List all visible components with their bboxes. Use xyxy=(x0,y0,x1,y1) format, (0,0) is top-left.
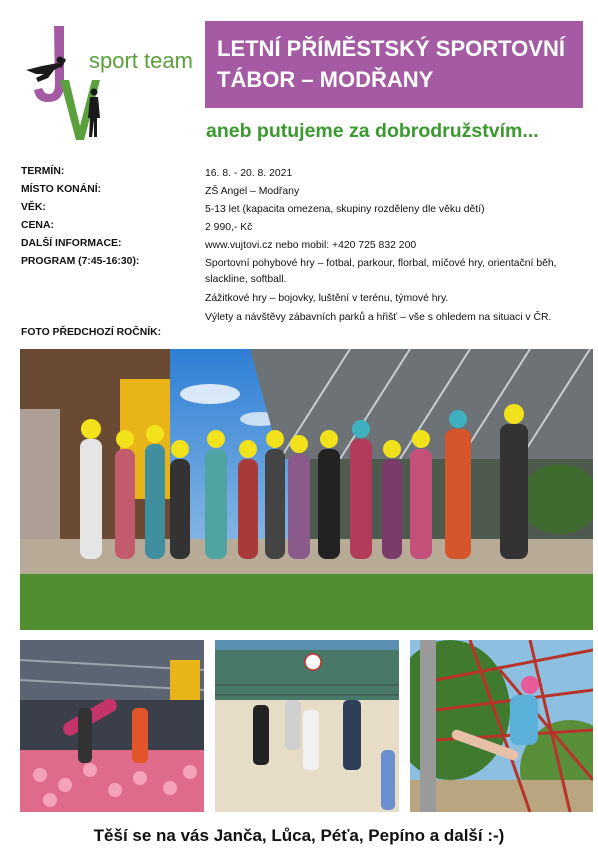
program-paragraph-2: Zážitkové hry – bojovky, luštění v terénu, týmové hry. xyxy=(205,293,449,304)
jv-sport-team-logo xyxy=(18,22,196,144)
title-line-2: TÁBOR – MODŘANY xyxy=(217,67,434,92)
program-paragraph-1: Sportovní pohybové hry – fotbal, parkour, florbal, míčové hry, orientační běh, slackline, softball. xyxy=(205,258,557,285)
photos-label: FOTO PŘEDCHOZÍ ROČNÍK: xyxy=(21,327,162,338)
beach-volleyball-photo xyxy=(215,640,399,812)
logo-text: sport team xyxy=(89,48,193,73)
footer-message: Těší se na vás Janča, Lůca, Péťa, Pepíno a další :-) xyxy=(93,826,505,845)
vek-value: 5-13 let (kapacita omezena, skupiny rozděleny dle věku dětí) xyxy=(205,204,485,215)
program-paragraph-3: Výlety a návštěvy zábavních parků a hřišť – vše s ohledem na situaci v ČR. xyxy=(205,312,552,323)
subtitle: aneb putujeme za dobrodružstvím... xyxy=(206,120,539,142)
misto-label: MÍSTO KONÁNÍ: xyxy=(21,184,102,195)
logo-graphic xyxy=(18,22,196,144)
program-label: PROGRAM (7:45-16:30): xyxy=(21,256,140,267)
cena-value: 2 990,- Kč xyxy=(205,222,253,233)
termin-value: 16. 8. - 20. 8. 2021 xyxy=(205,168,293,179)
climbing-frame-photo xyxy=(410,640,593,812)
title-banner xyxy=(205,21,583,108)
cena-label: CENA: xyxy=(21,220,54,231)
title-line-1: LETNÍ PŘÍMĚSTSKÝ SPORTOVNÍ xyxy=(217,36,565,61)
dalsi-label: DALŠÍ INFORMACE: xyxy=(21,238,122,249)
termin-label: TERMÍN: xyxy=(21,166,65,177)
trampoline-park-photo xyxy=(20,640,204,812)
misto-value: ZŠ Angel – Modřany xyxy=(205,186,300,197)
group-photo xyxy=(20,349,593,630)
vek-label: VĚK: xyxy=(21,202,46,213)
program-value xyxy=(205,256,577,329)
dalsi-value[interactable]: www.vujtovi.cz nebo mobil: +420 725 832 200 xyxy=(205,240,417,251)
